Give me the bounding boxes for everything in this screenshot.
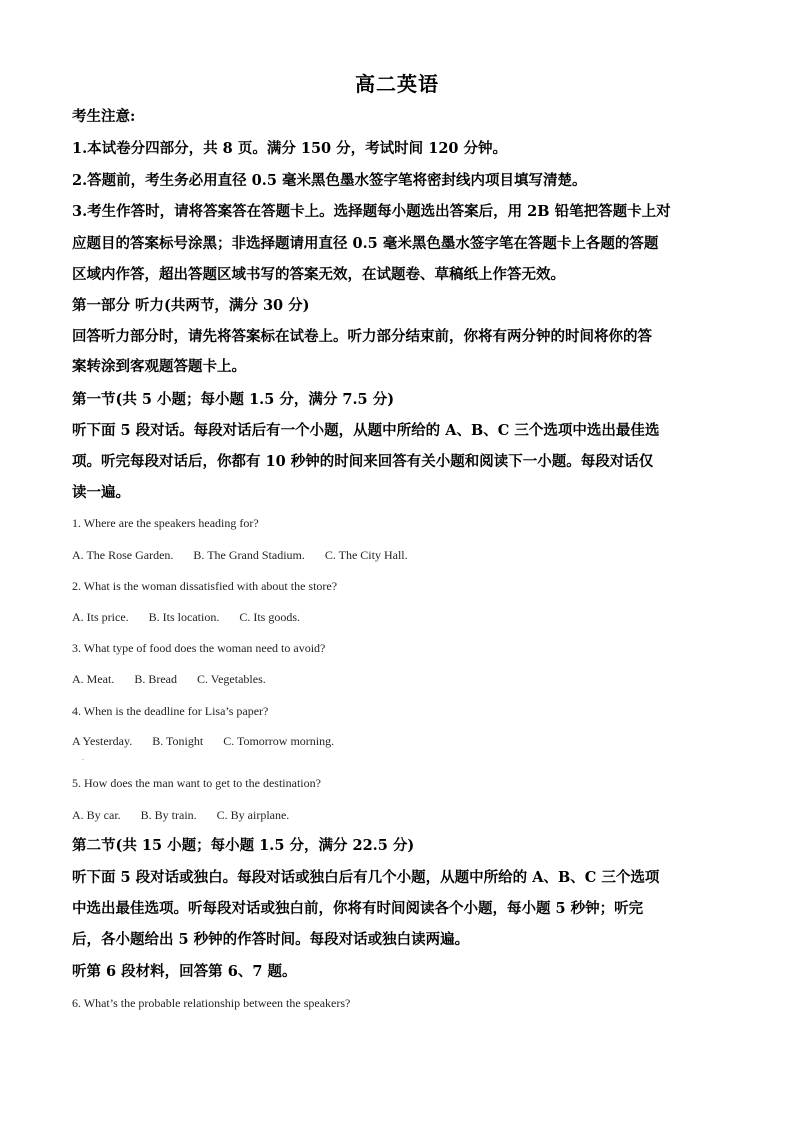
part1-heading: 第一部分 听力(共两节，满分 30 分) [72, 297, 310, 314]
stray-mark: · [82, 757, 84, 764]
question-1-option-a: A. The Rose Garden. [72, 548, 174, 562]
question-5-options [72, 807, 732, 823]
question-2-option-a: A. Its price. [72, 610, 129, 624]
question-1-stem: 1. Where are the speakers heading for? [72, 516, 259, 530]
section1-heading: 第一节(共 5 小题；每小题 1.5 分，满分 7.5 分) [72, 391, 395, 408]
question-3-option-a: A. Meat. [72, 672, 115, 686]
page-title: 高二英语 [355, 72, 439, 96]
question-2-stem: 2. What is the woman dissatisfied with about the store? [72, 579, 338, 593]
question-5-option-a: A. By car. [72, 808, 121, 822]
question-4-stem: 4. When is the deadline for Lisa’s paper? [72, 704, 269, 718]
section2-instruction-line-1: 听下面 5 段对话或独白。每段对话或独白后有几个小题，从题中所给的 A、B、C 三个选项 [72, 869, 660, 886]
question-1-option-b: B. The Grand Stadium. [193, 548, 305, 562]
question-4-option-c: C. Tomorrow morning. [223, 734, 335, 748]
part1-instruction-line-2: 案转涂到客观题答题卡上。 [72, 358, 246, 375]
question-3-option-b: B. Bread [134, 672, 177, 686]
section2-instruction-line-2: 中选出最佳选项。听每段对话或独白前，你将有时间阅读各个小题，每小题 5 秒钟；听完 [72, 900, 644, 917]
notice-item-3-line-2: 应题目的答案标号涂黑；非选择题请用直径 0.5 毫米黑色墨水签字笔在答题卡上各题的答题 [72, 235, 659, 252]
question-6-stem: 6. What’s the probable relationship between the speakers? [72, 996, 351, 1010]
section2-heading: 第二节(共 15 小题；每小题 1.5 分，满分 22.5 分) [72, 837, 415, 854]
question-3-stem: 3. What type of food does the woman need to avoid? [72, 641, 326, 655]
question-4-option-a: A Yesterday. [72, 734, 133, 748]
material-6-heading: 听第 6 段材料，回答第 6、7 题。 [72, 963, 297, 980]
section2-instruction-line-3: 后，各小题给出 5 秒钟的作答时间。每段对话或独白读两遍。 [72, 931, 470, 948]
question-4-option-b: B. Tonight [152, 734, 204, 748]
section1-instruction-line-1: 听下面 5 段对话。每段对话后有一个小题，从题中所给的 A、B、C 三个选项中选出最佳选 [72, 422, 660, 439]
question-3-option-c: C. Vegetables. [196, 672, 266, 686]
section1-instruction-line-2: 项。听完每段对话后，你都有 10 秒钟的时间来回答有关小题和阅读下一小题。每段对话仅 [72, 453, 654, 470]
notice-item-1: 1.本试卷分四部分，共 8 页。满分 150 分，考试时间 120 分钟。 [72, 140, 508, 157]
question-3-options [72, 671, 732, 687]
notice-item-3-line-3: 区域内作答，超出答题区域书写的答案无效，在试题卷、草稿纸上作答无效。 [72, 266, 565, 283]
section1-instruction-line-3: 读一遍。 [72, 484, 130, 501]
question-5-option-c: C. By airplane. [216, 808, 290, 822]
question-2-option-c: C. Its goods. [239, 610, 301, 624]
part1-instruction-line-1: 回答听力部分时，请先将答案标在试卷上。听力部分结束前，你将有两分钟的时间将你的答 [72, 328, 652, 345]
question-2-options [72, 609, 732, 625]
notice-heading: 考生注意: [72, 108, 136, 125]
question-5-stem: 5. How does the man want to get to the destination? [72, 776, 321, 790]
question-1-options [72, 547, 732, 563]
notice-item-3-line-1: 3.考生作答时，请将答案答在答题卡上。选择题每小题选出答案后，用 2B 铅笔把答题卡上对 [72, 203, 671, 220]
question-2-option-b: B. Its location. [148, 610, 220, 624]
question-1-option-c: C. The City Hall. [324, 548, 408, 562]
notice-item-2: 2.答题前，考生务必用直径 0.5 毫米黑色墨水签字笔将密封线内项目填写清楚。 [72, 172, 587, 189]
question-5-option-b: B. By train. [140, 808, 197, 822]
question-4-options [72, 733, 732, 749]
